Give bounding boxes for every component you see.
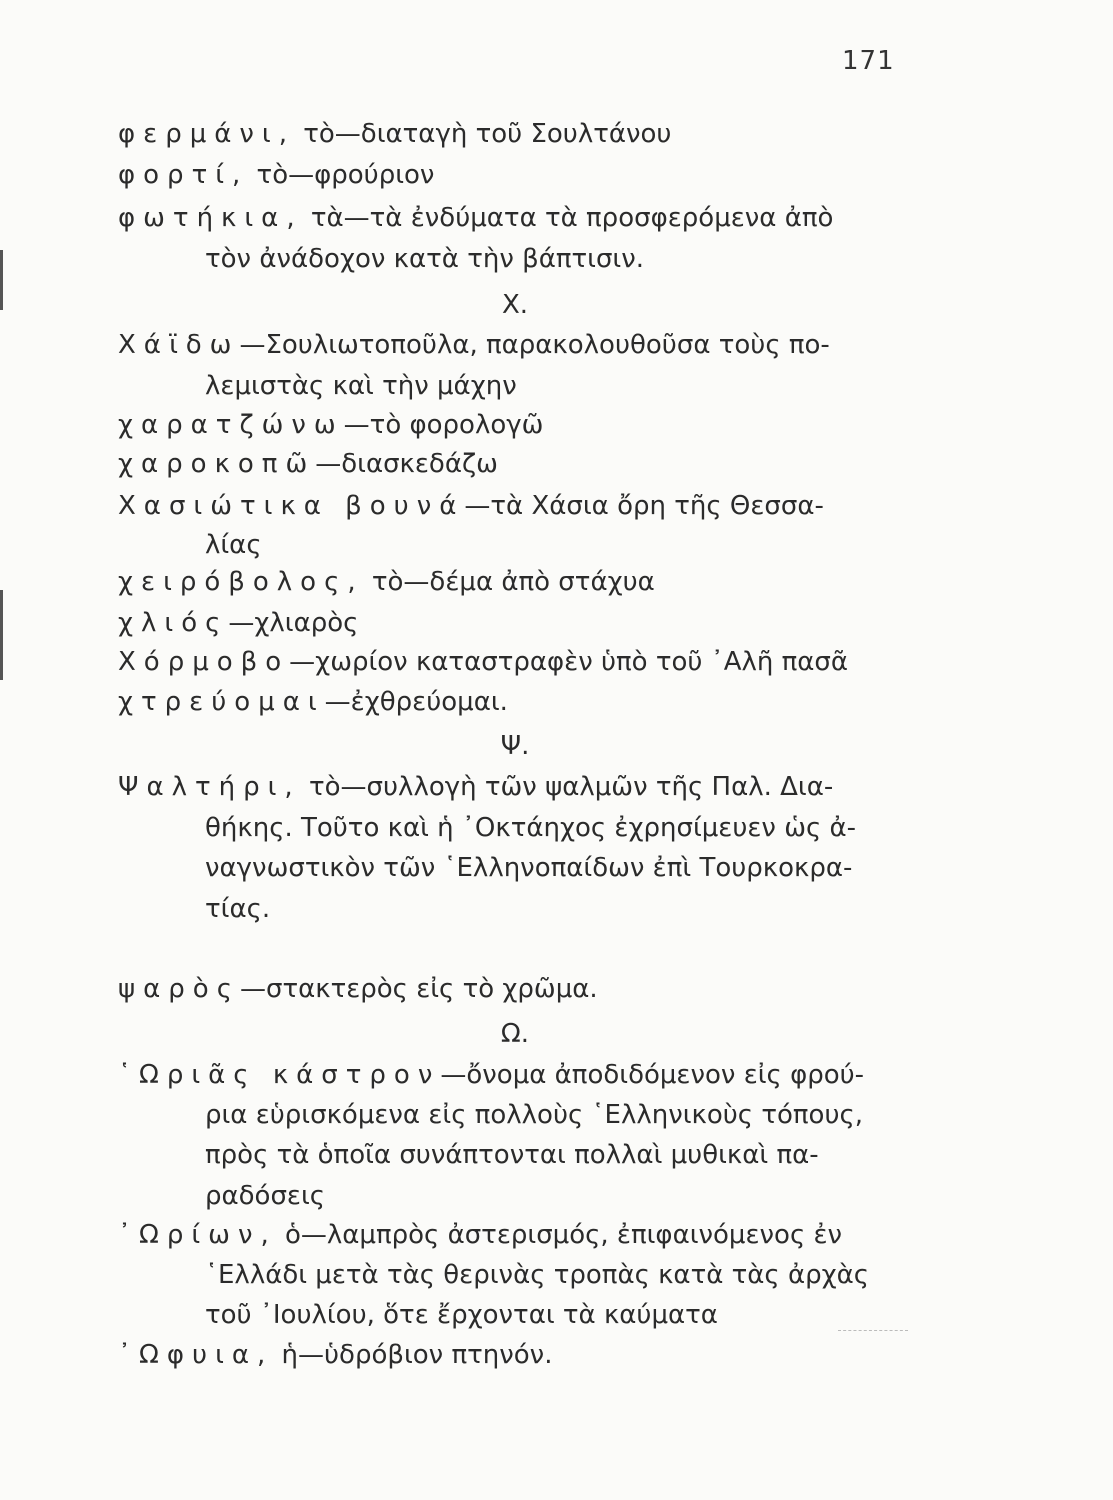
- entry-definition: —στακτερὸς εἰς τὸ χρῶμα.: [239, 974, 598, 1004]
- entry-continuation: τὸν ἀνάδοχον κατὰ τὴν βάπτισιν.: [205, 244, 645, 274]
- entry-term: ψαρὸς: [118, 974, 240, 1004]
- entry: [118, 403, 963, 447]
- entry: [118, 1333, 963, 1377]
- entry: [118, 442, 963, 486]
- entry-term: φερμάνι,: [118, 119, 295, 149]
- entry: [118, 680, 963, 724]
- entry-term: Χάϊδω: [118, 330, 240, 360]
- entry: [118, 484, 963, 528]
- entry: [118, 560, 963, 604]
- entry-term: χλιός: [118, 608, 229, 638]
- entry-term: χειρόβολος,: [118, 567, 364, 597]
- page-number: 171: [842, 46, 895, 76]
- entry: [118, 1213, 963, 1257]
- entry-definition: —ὄνομα ἀποδιδόμενον εἰς φρού-: [440, 1060, 865, 1090]
- entry-definition: —διασκεδάζω: [315, 449, 498, 479]
- entry-definition: ὁ—λαμπρὸς ἀστερισμός, ἐπιφαινόμενος ἐν: [285, 1220, 843, 1250]
- entry-continuation: τοῦ ᾽Ιουλίου, ὅτε ἔρχονται τὰ καύματα: [205, 1300, 718, 1330]
- entry-definition: τὸ—φρούριον: [256, 160, 435, 190]
- entry-definition: —τὸ φορολογῶ: [343, 410, 544, 440]
- entry-term: Ψαλτήρι,: [118, 772, 301, 802]
- entry-continuation: τίας.: [205, 894, 271, 924]
- entry: [118, 112, 963, 156]
- entry: [118, 640, 963, 684]
- entry-definition: τὸ—δέμα ἀπὸ στάχυα: [371, 567, 655, 597]
- entry-continuation: [205, 925, 963, 969]
- entry-definition: τὸ—διαταγὴ τοῦ Σουλτάνου: [303, 119, 672, 149]
- entry-term: Χόρμοβο: [118, 647, 290, 677]
- print-speck: [838, 1330, 908, 1332]
- entry: [118, 323, 963, 367]
- entry: [118, 601, 963, 645]
- section-heading-omega: Ω.: [500, 1019, 530, 1049]
- entry: [118, 1053, 963, 1097]
- entry-term: ᾽Ωρίων,: [118, 1220, 277, 1250]
- section-heading-psi: Ψ.: [500, 731, 530, 761]
- entry-definition: —Σουλιωτοποῦλα, παρακολουθοῦσα τοὺς πο-: [239, 330, 830, 360]
- entry-definition: —ἐχθρεύομαι.: [324, 687, 508, 717]
- entry: [118, 967, 963, 1011]
- entry-definition: —χωρίον καταστραφὲν ὑπὸ τοῦ ᾽Αλῆ πασᾶ: [289, 647, 849, 677]
- entry-term: χαροκοπῶ: [118, 449, 316, 479]
- entry-term: χαρατζώνω: [118, 410, 344, 440]
- entry-continuation: ναγνωστικὸν τῶν ῾Ελληνοπαίδων ἐπὶ Τουρκοκρα-: [205, 853, 853, 883]
- entry-definition: ἡ—ὑδρόβιον πτηνόν.: [281, 1340, 553, 1370]
- binding-shadow: [0, 590, 3, 680]
- entry-term: φωτήκια,: [118, 203, 303, 233]
- entry: [118, 153, 963, 197]
- entry-term: φορτί,: [118, 160, 249, 190]
- entry-continuation: ῾Ελλάδι μετὰ τὰς θερινὰς τροπὰς κατὰ τὰς ἀρχὰς: [205, 1260, 870, 1290]
- entry-continuation: ραδόσεις: [205, 1181, 326, 1211]
- entry-continuation: λίας: [205, 530, 262, 560]
- entry-continuation: ρια εὑρισκόμενα εἰς πολλοὺς ῾Ελληνικοὺς τόπους,: [205, 1100, 864, 1130]
- entry-continuation: λεμιστὰς καὶ τὴν μάχην: [205, 371, 517, 401]
- entry-definition: —χλιαρὸς: [228, 608, 359, 638]
- entry-term: χτρεύομαι: [118, 687, 325, 717]
- entry-definition: τὰ—τὰ ἐνδύματα τὰ προσφερόμενα ἀπὸ: [310, 203, 834, 233]
- entry-definition: τὸ—συλλογὴ τῶν ψαλμῶν τῆς Παλ. Δια-: [308, 772, 834, 802]
- entry-continuation: θήκης. Τοῦτο καὶ ἡ ᾽Οκτάηχος ἐχρησίμευεν ὡς ἀ-: [205, 813, 857, 843]
- entry-term: ᾽Ωφυια,: [118, 1340, 274, 1370]
- entry-continuation: πρὸς τὰ ὁποῖα συνάπτονται πολλαὶ μυθικαὶ πα-: [205, 1140, 819, 1170]
- section-heading-chi: Χ.: [501, 290, 529, 320]
- entry-term: ῾Ωριᾶς κάστρον: [118, 1060, 441, 1090]
- entry-definition: —τὰ Χάσια ὄρη τῆς Θεσσα-: [464, 491, 824, 521]
- entry-term: Χασιώτικα βουνά: [118, 491, 465, 521]
- entry: [118, 765, 963, 809]
- entry: [118, 196, 963, 240]
